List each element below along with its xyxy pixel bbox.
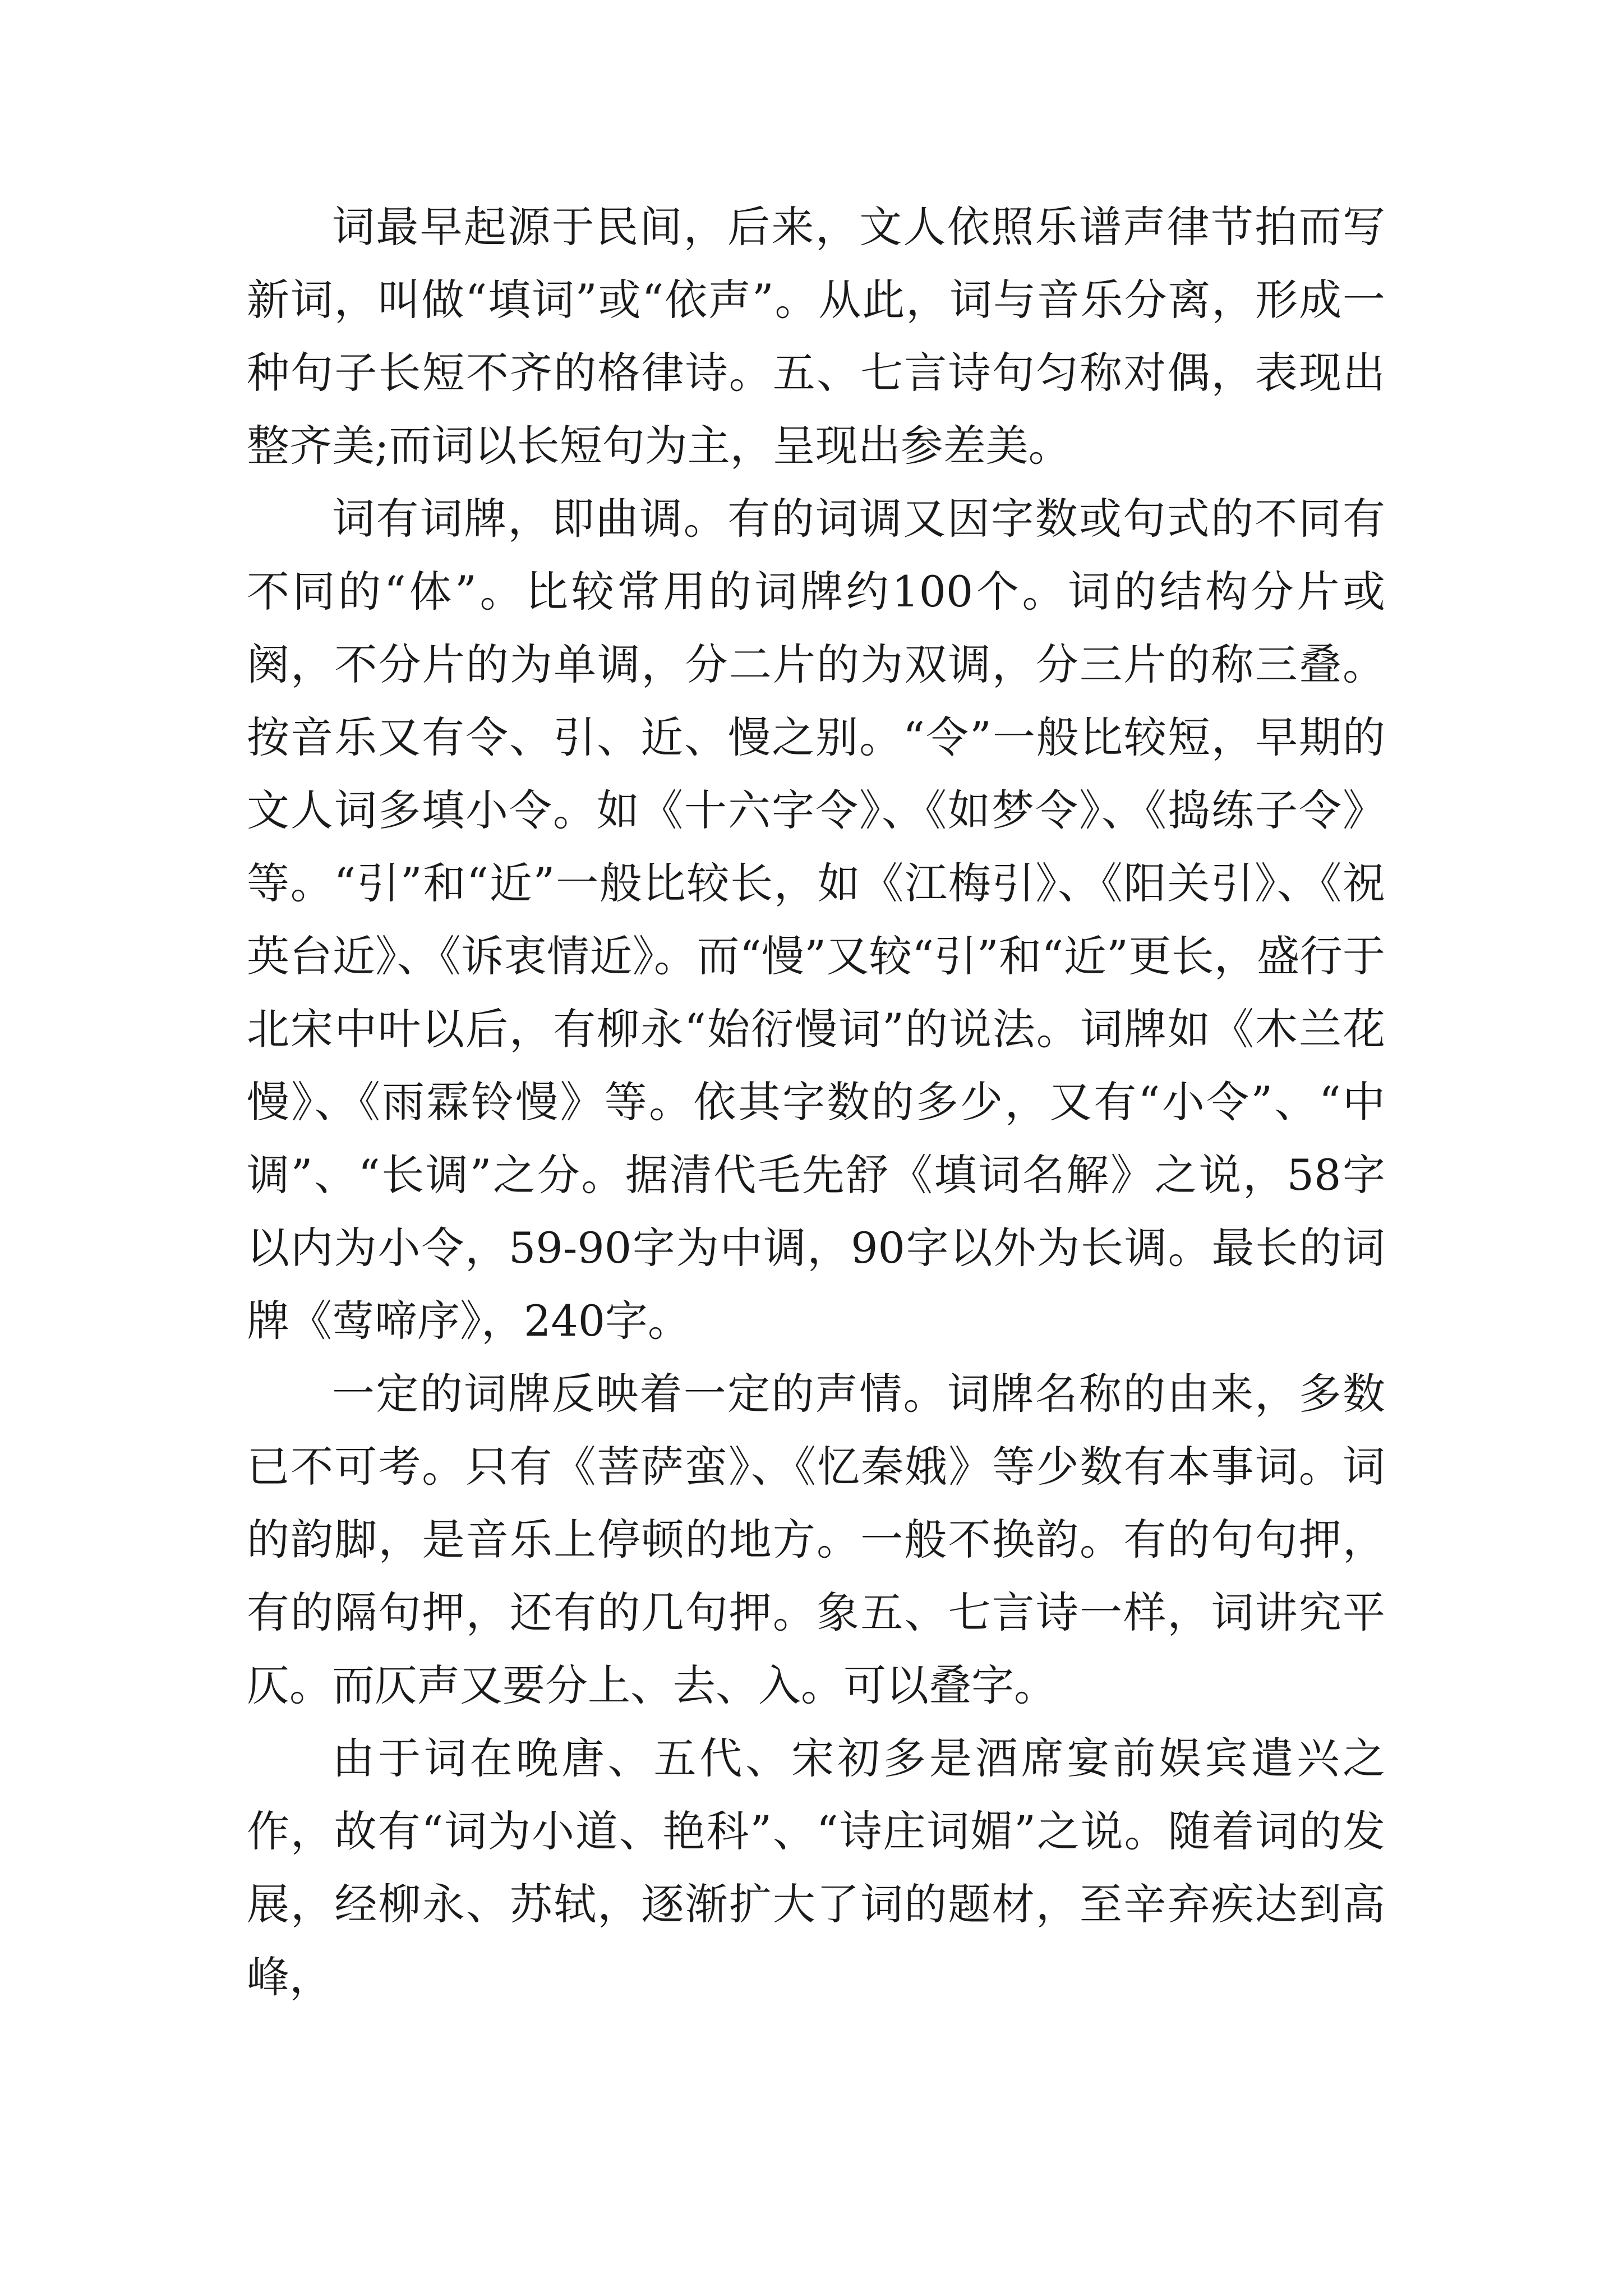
document-body xyxy=(247,191,1385,2014)
paragraph-shengqing: 一定的词牌反映着一定的声情。词牌名称的由来，多数已不可考。只有《菩萨蛮》、《忆秦娥》等少数有本事词。词的韵脚，是音乐上停顿的地方。一般不换韵。有的句句押，有的隔句押，还有的几句押。象五、七言诗一样，词讲究平仄。而仄声又要分上、去、入。可以叠字。 xyxy=(247,1369,1385,1710)
paragraph-development: 由于词在晚唐、五代、宋初多是酒席宴前娱宾遣兴之作，故有“词为小道、艳科”、“诗庄词媚”之说。随着词的发展，经柳永、苏轼，逐渐扩大了词的题材，至辛弃疾达到高峰， xyxy=(247,1733,1385,2002)
paragraph-cipai: 词有词牌，即曲调。有的词调又因字数或句式的不同有不同的“体”。比较常用的词牌约100个。词的结构分片或阕，不分片的为单调，分二片的为双调，分三片的称三叠。按音乐又有令、引、近、慢之别。“令”一般比较短，早期的文人词多填小令。如《十六字令》、《如梦令》、《捣练子令》等。“引”和“近”一般比较长，如《江梅引》、《阳关引》、《祝英台近》、《诉衷情近》。而“慢”又较“引”和“近”更长，盛行于北宋中叶以后，有柳永“始衍慢词”的说法。词牌如《木兰花慢》、《雨霖铃慢》等。依其字数的多少，又有“小令”、“中调”、“长调”之分。据清代毛先舒《填词名解》之说，58字以内为小令，59-90字为中调，90字以外为长调。最长的词牌《莺啼序》，240字。 xyxy=(247,494,1385,1346)
paragraph-origin: 词最早起源于民间，后来，文人依照乐谱声律节拍而写新词，叫做“填词”或“依声”。从此，词与音乐分离，形成一种句子长短不齐的格律诗。五、七言诗句匀称对偶，表现出整齐美;而词以长短句为主，呈现出参差美。 xyxy=(247,202,1385,471)
